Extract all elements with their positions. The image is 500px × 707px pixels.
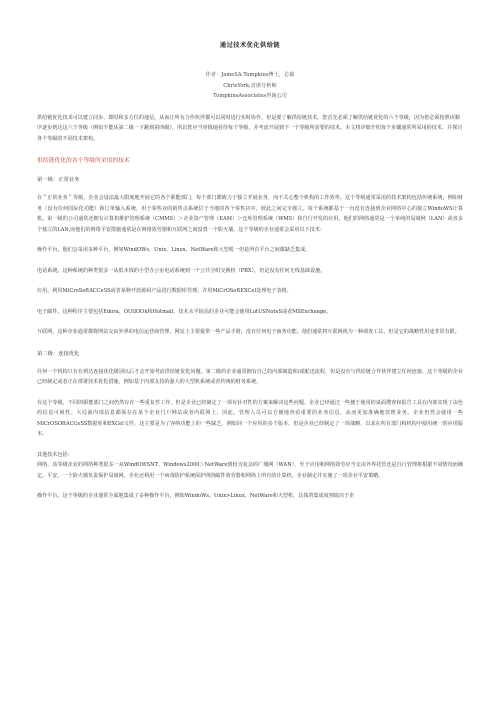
level-2-heading: 第二级：连接优化: [37, 350, 80, 357]
body-paragraph: 操作平台。他们会采用多种平台，例如WindOWs、Unix、Linux、NetWare和大型机一但是所有平台之间都缺乏集成。: [37, 247, 311, 253]
abstract-paragraph: 供给链优化技术可以建立同步、即时和多方位的通信，从而让所有合作伙伴都可以同时进行实时协作。但是要了解供给链技术，您首先必须了解供给链优化的六个等级，因为您必须按照该顺序逐步到达这六个等级（例如不能从第二级一下跳到第四级），所以您应当审慎地看待每个等级，并考虑开展到下一个等级所需要的技术。本文将详细介绍每个步骤通常所采用的技术，并探讨各个等级的不同技术架构。: [37, 114, 463, 142]
level-1-heading: 第一级：正常业务: [37, 177, 80, 183]
body-paragraph: 在＂正常业务＂等级，企业会设法最大限度地开展它的各个职能部门，每个部门都致力于独立开展业务，而不关心整个机构的工作效率。这个等级通常采用的技术架构包括传统系统，例如财务（没有任何国际化功能）和订单输入系统，用于零售业的销售点系统位于当地的各个零售店中，彼此之间完全独立。每个系统都基于一台没有连接到企业网络中心的独立WindoWS计算机。第一级的公司通常还拥有计算机维护管理系统（CMMS）＞企业资产管理（EAM）＞仓库管理系统（WMS）和自行开发的应用。他们的网络通常是一个单纯的局域网（LAN）或者多个独立的LAN,而他们的网络平安措施通常是在网络效劳器和互联网之间设置一个防火墙。这个等级的企业通常会采用以下技术：: [37, 195, 463, 233]
body-paragraph: 在这个等级，不同的职能部门之间仍然存在一些重复性工作。但是企业已经制定了一项有针对性的方案来解决这些问题。企业已经通过一些便于使用的桌面搜查和报告工具在内部实现了由色的信息可视性。大局面内部信息都保存在某个企业门户网站或者内联网上。因此，管理人员可以方便地查看重要的业务信息，从而更加准确地管理业务。企业仍然会使用一些MiCrOSOftACCeSS数据库和EXCel文件，这主要是为了容纳功能上的一些缺乏，例如同一个应用的多个版本。但是企业已经制定了一项战略，以求在所有部门和机构中使用统一的应用版本。: [37, 399, 463, 437]
body-paragraph: 应用。利用MiCroSoftACCeSS或者某种开放源码产品进行数据库管理，并用MiCrOSoftEXCel处理电子表格。: [37, 288, 292, 294]
body-paragraph: 其他技术包括：: [37, 451, 73, 458]
author-line: ChrisYork,首席分析师: [223, 82, 277, 89]
body-paragraph: 网络。该等级企业的网络种类很多一从WindOWSNT、Windows2000＞NetWare到较为复杂的广域网（WAN），至于应用和网络效劳应当交由外界托管还是自行管理将根据不同情况而确定。平安。一个防火墙负责保护局域网。企业还利用一个病毒防护系统保护网络邮件效劳器和网络上所有的计算机。企业制定并实施了一项企业平安策略。: [37, 462, 463, 479]
affiliation-line: TompkinsAssociates咨询公司: [213, 93, 287, 99]
body-paragraph: 电子邮件。这种程序主要包括Edora、OUtlOOk和Hotmail。技术水平较高的企业可能会使用LotUSNoteS或者MSExchange。: [37, 308, 332, 315]
body-paragraph: 电话系统。这种系统的种类很多一从低本钱的小型办公室电话系统到一个公共分组交换机（PBX），但是没有任何无线基础设施。: [37, 267, 326, 274]
author-line: 作者：JameSA.Tompkins博士，总裁: [205, 72, 295, 78]
body-paragraph: 互联网。这种企业通常都将网站交由外界的电信运营商管理，网站上主要提供一些产品手册，没有任何电子商务功能。他们通常将互联网视为一种调查工具，但是它的战略性用途非常有限。: [37, 329, 460, 335]
document-title: 通过技术优化供给链: [219, 42, 281, 49]
section-heading: 供给链优化的各个等级所采用的技术: [37, 158, 130, 164]
body-paragraph: 操作平台。这个等级的企业通常全面地集成了多种操作平台，例如WindoWs、Unix>Linux、NetWare和大型机，具体的集成度则取决于企: [37, 493, 355, 499]
body-paragraph: 任何一个机构只有在到达连接优化级别以后才会开始考虑供给链优化问题。第二级的企业通常拥有自己的内部制造和/或配送流程，但是没有与供给链合作伙伴建立任何连接。这个等级的企业已经制定或者正在部署技术优化措施，例如基于内部支持的强大的大型机系统或者传统的财务系统。: [37, 368, 463, 385]
